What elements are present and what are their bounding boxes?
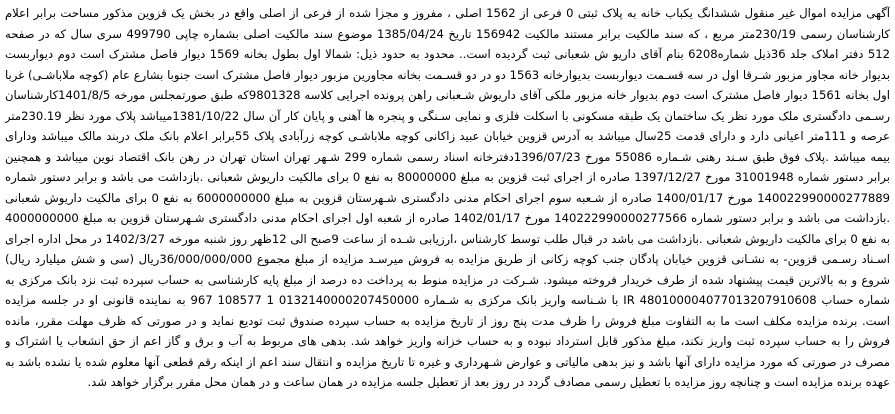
auction-notice-text: آگهی مزایده اموال غیر منقول ششدانگ یکباب خانه به پلاک ثبتی 0 فرعی از 1562 اصلی ، مفروز و مجزا شده از فرعی از اصلی واقع در بخش یک قزوین مذکور مساحت برابر اعلام کارشناسان رسمی 230/19متر مربع ، که سند مالکیت برابر مستند مالکیت 156942 تاریخ 1385/04/24 موضوع سند مالکیت اصلی بشماره چاپی 499790 سری سال که در صفحه 512 دفتر املاک جلد 36ذیل شماره6208 بنام آقای داریو ش شعبانی ثبت گردیده است.. محدود به حدود ذیل: شمالا اول بطول بخانه 1569 دیوار فاصل مشترک است دوم دیواربست بدیوار خانه مجاور مزبور شـرقا اول در سه قسـمت دیواربست بدیوارخانه 1563 دو در دو قسـمت بخانه مجاورین مزبور دیوار فاصل مشترک است جنوبا بشارع عام (کوچه ملاباشـی) غربا اول بخانه 1561 دیوار فاصل مشترک است دوم بدیوار خانه مزبور ملکی آقای داریوش شـعبانی راهن پرونده اجرایی کلاسه 9801328که طبق صورتمجلس مورخه 1401/8/5کارشناسان رسـمی دادگستری ملک مورد نظر یک ساختمان یک طبقه مسکونی با اسکلت فلزی و نمایی سـنگی و پنجره ها آهنی و پایان کار آن سال 1381/10/22میباشد پلاک مورد نظر 230.19متر عرصه و 111متر اعیانی دارد و دارای قدمت 25سال میباشد به آدرس قزوین خیابان عبید زاکانی کوچه ملاباشـی کوچه زرآبادی پلاک 55برابر اعلام بانک ملک دربند مالک میباشد ودارای بیمه میباشد .پلاک فوق طبق سـند رهنی شـماره 55086 مورخ 1396/07/23دفترخانه اسناد رسمی شماره 299 شـهر تهران استان تهران در رهن بانک اقتصاد نوین میباشد و همچنین برابر دستور شماره 31001948 مورخ 1397/12/27 صادره از اجرای ثبت قزوین به مبلغ 80000000 به نفع 0 برای مالکیت داریوش شعبانی .بازداشت می باشد و برابر دستور شماره 140022990000277889 مورخ 1400/01/17 صادره از شـعبه سوم اجرای احکام مدنی دادگستری شـهرستان قزوین به مبلغ 6000000000 به نفع 0 برای مالکیت داریوش شعبانی .بازداشت می باشد و برابر دستور شماره 140222990000277566 مورخ 1402/01/17 صادره از شعبه اول اجرای احکام مدنی دادگستری شـهرستان قزوین به مبلغ 4000000000 به نفع 0 برای مالکیت داریوش شعبانی .بازداشت می باشد در قبال طلب توسط کارشناس ،ارزیابی شـده از ساعت 9صبح الی 12ظهر روز شنبه مورخه 1402/3/27 در محل اداره اجرای اسـناد رسـمی قزوین- به نشـانی قزوین خیابان پادگان جنب کوچه زکانی از طریق مزایده به فروش میرسـد مزایده از مبلغ مجموع 36/000/000/000ریال (سی و شش میلیارد ریال) شروع و به بالاترین قیمت پیشنهاد شده از طرف خریدار فروخته میشود. شـرکت در مزایده منوط به پرداخت ده درصد از مبلغ پایه کارشناسی به حساب سپرده ثبت نزد بانک مرکزی به شماره حساب IR 480100004077013207910608 با شـناسه واریز بانک مرکزی به شـماره 0132140000207450000 1 108577 967 به نماینده قانونی او در جلسه مزایده است. برنده مزایده مکلف است ما به التفاوت مبلغ فروش را ظرف مدت پنج روز از تاریخ مزایده به حساب سپرده صندوق ثبت توديع نماید و در صورتی که ظرف مهلت مقرر، مانده فروش را به حساب سپرده ثبت واریز نکند، مبلغ مذکور قابل استرداد نبوده و به حساب خزانه واریز خواهد شد. بدهی های مربوط به آب و برق و گاز اعم از حق انشعاب یا اشتراک و مصرف در صورتی که مورد مزایده دارای آنها باشد و نیز بدهی مالیاتی و عوارض شـهرداری و غیره تا تاریخ مزایده و انتقال سند اعم از اینکه رقم قطعی آنها معلوم شده یا نشده باشد به عهده برنده مزایده است و چنانچه روز مزایده با تعطیل رسمی مصادف گردد در روز بعد از تعطیل جلسه مزایده در همان ساعت و در همان محل مقرر برگزار خواهد شد. [5, 6, 890, 389]
auction-notice [5, 3, 890, 408]
